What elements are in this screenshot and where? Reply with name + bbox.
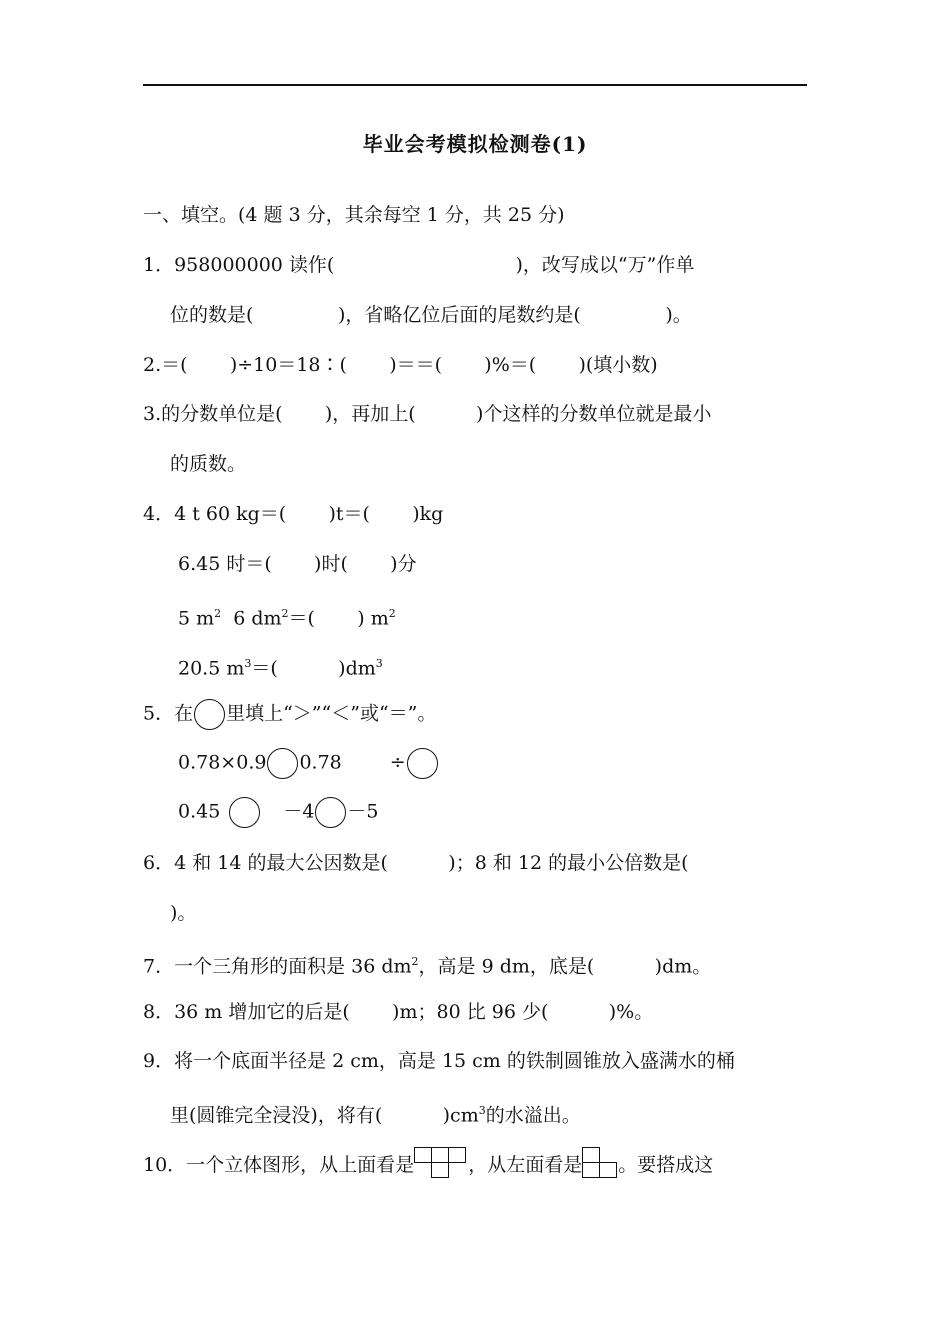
question-8: 8．36 m 增加它的后是( )m；80 比 96 少( )%。 bbox=[143, 1001, 654, 1023]
text: －5 bbox=[347, 800, 379, 823]
text: 。要搭成这 bbox=[618, 1154, 714, 1176]
question-5-line-b bbox=[178, 797, 379, 828]
text: 里填上“＞”“＜”或“＝”。 bbox=[226, 702, 437, 725]
top-view-grid-icon bbox=[414, 1147, 468, 1179]
question-4-line-3 bbox=[178, 600, 396, 632]
question-7 bbox=[143, 948, 711, 980]
text: 5 m bbox=[178, 607, 215, 630]
superscript: 2 bbox=[388, 607, 396, 620]
question-9-line-1: 9．将一个底面半径是 2 cm，高是 15 cm 的铁制圆锥放入盛满水的桶 bbox=[143, 1050, 735, 1072]
text: 7．一个三角形的面积是 36 dm bbox=[143, 955, 412, 978]
text: ＝( ) m bbox=[288, 607, 389, 630]
superscript: 3 bbox=[244, 657, 252, 670]
text: ，高是 9 dm，底是( )dm。 bbox=[418, 955, 712, 978]
question-4-line-2: 6.45 时＝( )时( )分 bbox=[178, 553, 417, 575]
text: 0.78 bbox=[299, 751, 342, 774]
question-4-line-4 bbox=[178, 650, 383, 682]
circle-blank-icon[interactable] bbox=[315, 797, 346, 828]
superscript: 2 bbox=[411, 955, 419, 968]
text: －4 bbox=[283, 800, 315, 823]
circle-blank-icon[interactable] bbox=[229, 797, 260, 828]
superscript: 2 bbox=[214, 607, 222, 620]
question-2: 2.＝( )÷10＝18∶( )＝＝( )%＝( )(填小数) bbox=[143, 354, 658, 376]
question-5-line-a bbox=[178, 748, 439, 779]
text: ÷ bbox=[389, 751, 406, 774]
page-title: 毕业会考模拟检测卷(1) bbox=[362, 132, 588, 156]
circle-blank-icon[interactable] bbox=[267, 748, 298, 779]
circle-blank-icon[interactable] bbox=[407, 748, 438, 779]
question-3-line-2: 的质数。 bbox=[170, 453, 247, 475]
left-view-grid-icon bbox=[582, 1147, 618, 1179]
text: 10．一个立体图形，从上面看是 bbox=[143, 1154, 415, 1176]
circle-blank-icon bbox=[194, 699, 225, 730]
text: ，从左面看是 bbox=[468, 1154, 583, 1176]
question-4-line-1: 4．4 t 60 kg＝( )t＝( )kg bbox=[143, 503, 444, 525]
question-9-line-2 bbox=[170, 1097, 581, 1129]
top-rule bbox=[143, 84, 807, 86]
text: 6 dm bbox=[221, 607, 282, 630]
question-1-line-2: 位的数是( )，省略亿位后面的尾数约是( )。 bbox=[170, 304, 692, 326]
question-6-line-2: )。 bbox=[170, 902, 197, 924]
superscript: 2 bbox=[281, 607, 289, 620]
question-5 bbox=[143, 699, 436, 730]
text: 20.5 m bbox=[178, 657, 245, 680]
superscript: 3 bbox=[375, 657, 383, 670]
question-6-line-1: 6．4 和 14 的最大公因数是( )；8 和 12 的最小公倍数是( bbox=[143, 852, 689, 874]
text: 0.78×0.9 bbox=[178, 751, 267, 774]
text: 5．在 bbox=[143, 702, 194, 725]
text: 里(圆锥完全浸没)，将有( )cm bbox=[170, 1104, 479, 1127]
text: 0.45 bbox=[178, 800, 221, 823]
question-10 bbox=[143, 1147, 713, 1179]
question-1-line-1: 1．958000000 读作( )，改写成以“万”作单 bbox=[143, 254, 695, 276]
section-heading: 一、填空。(4 题 3 分，其余每空 1 分，共 25 分) bbox=[143, 204, 565, 226]
text: ＝( )dm bbox=[251, 657, 376, 680]
superscript: 3 bbox=[478, 1104, 486, 1117]
question-3-line-1: 3.的分数单位是( )，再加上( )个这样的分数单位就是最小 bbox=[143, 403, 712, 425]
text: 的水溢出。 bbox=[485, 1104, 581, 1127]
